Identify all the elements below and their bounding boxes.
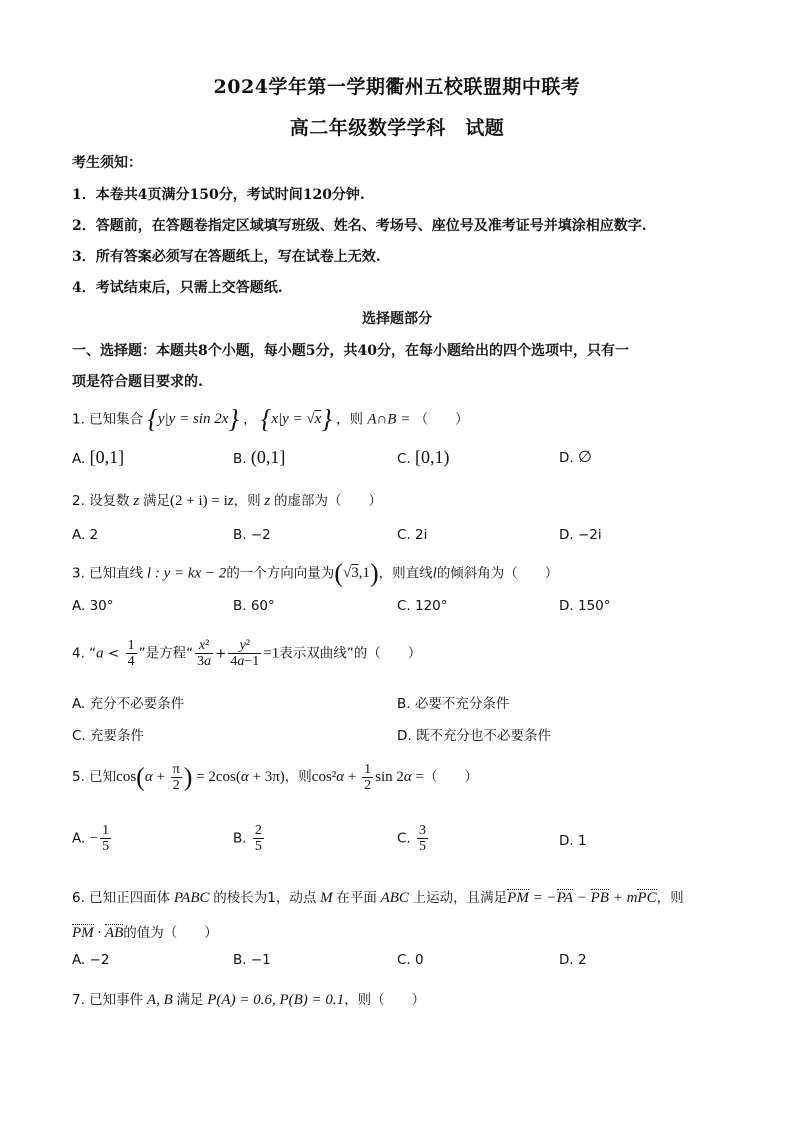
part1-instruction-line2: 项是符合题目要求的. (72, 374, 203, 390)
q2-option-a: A. 2 (72, 527, 99, 543)
q1-option-d: D. ∅ (559, 449, 592, 466)
q1-stem-b: ， (243, 411, 257, 428)
q5-option-a: A. − $\frac{1}{5}$ (72, 823, 110, 854)
question-1 (72, 405, 469, 435)
q5-option-d: D. 1 (559, 833, 587, 849)
notice-item-4: 4．考试结束后，只需上交答题纸. (72, 280, 283, 296)
question-6-line2: PM · AB的值为（ ） (72, 925, 218, 941)
part1-instruction-line1: 一、选择题：本题共8个小题，每小题5分，共40分，在每小题给出的四个选项中，只有一 (72, 343, 629, 359)
q1-stem-c: ，则 (336, 411, 364, 428)
question-2: 2. 设复数 z 满足(2 + i) = iz，则 z 的虚部为（ ） (72, 493, 382, 509)
q1-option-c: C. [0,1) (397, 447, 450, 467)
q1-set-b: {x|y = √x} (260, 405, 332, 434)
q1-stem-d: （ ） (414, 411, 469, 428)
question-7: 7. 已知事件 A, B 满足 P(A) = 0.6, P(B) = 0.1，则（ ） (72, 992, 426, 1008)
q5-option-b: B. $\frac{2}{5}$ (233, 823, 262, 854)
q1-expr: A∩B = (367, 411, 411, 428)
q1-stem-a: 1. 已知集合 (72, 411, 144, 428)
q6-option-a: A. −2 (72, 952, 110, 968)
q6-option-d: D. 2 (559, 952, 587, 968)
question-4: 4. “a < $\frac{1}{4}$ ”是方程“ $\frac{\text{x²}}{3a}$ + $\frac{\text{y²}}{4a-1}$ =1表示双曲线”的（ ） (72, 638, 422, 669)
exam-subtitle: 高二年级数学学科 试题 (289, 117, 505, 139)
q1-option-a: A. [0,1] (72, 447, 125, 467)
q5-option-c: C. $\frac{3}{5}$ (397, 823, 427, 854)
q2-option-d: D. −2i (559, 527, 602, 543)
question-5: 5. 已知cos(α + $\frac{\pi}{2}$ ) = 2cos(α + 3π)，则cos²α + $\frac{1}{2}$ sin 2α =（ ） (72, 762, 478, 793)
q3-option-c: C. 120° (397, 598, 448, 614)
notice-heading: 考生须知： (72, 155, 142, 171)
q2-option-b: B. −2 (233, 527, 271, 543)
q4-option-a: A. 充分不必要条件 (72, 696, 185, 712)
q1-set-a: {y|y = sin 2x} (147, 405, 239, 434)
q3-option-b: B. 60° (233, 598, 275, 614)
question-3: 3. 已知直线 l : y = kx − 2的一个方向向量为(√3,1)，则直线l的倾斜角为（ ） (72, 559, 559, 588)
q4-option-d: D. 既不充分也不必要条件 (397, 728, 551, 744)
notice-item-2: 2．答题前，在答题卷指定区域填写班级、姓名、考场号、座位号及准考证号并填涂相应数字. (72, 218, 647, 234)
q1-option-b: B. (0,1] (233, 447, 286, 467)
question-6-line1: 6. 已知正四面体 PABC 的棱长为1，动点 M 在平面 ABC 上运动，且满足PM = −PA − PB + mPC，则 (72, 890, 684, 906)
exam-title: 2024学年第一学期衢州五校联盟期中联考 (213, 76, 581, 98)
q4-option-b: B. 必要不充分条件 (397, 696, 510, 712)
q2-option-c: C. 2i (397, 527, 428, 543)
q6-option-c: C. 0 (397, 952, 424, 968)
q3-option-a: A. 30° (72, 598, 114, 614)
q3-option-d: D. 150° (559, 598, 611, 614)
q4-option-c: C. 充要条件 (72, 728, 145, 744)
q6-option-b: B. −1 (233, 952, 271, 968)
notice-item-3: 3．所有答案必须写在答题纸上，写在试卷上无效. (72, 249, 381, 265)
section-title: 选择题部分 (362, 311, 432, 327)
notice-item-1: 1．本卷共4页满分150分，考试时间120分钟. (72, 187, 365, 203)
